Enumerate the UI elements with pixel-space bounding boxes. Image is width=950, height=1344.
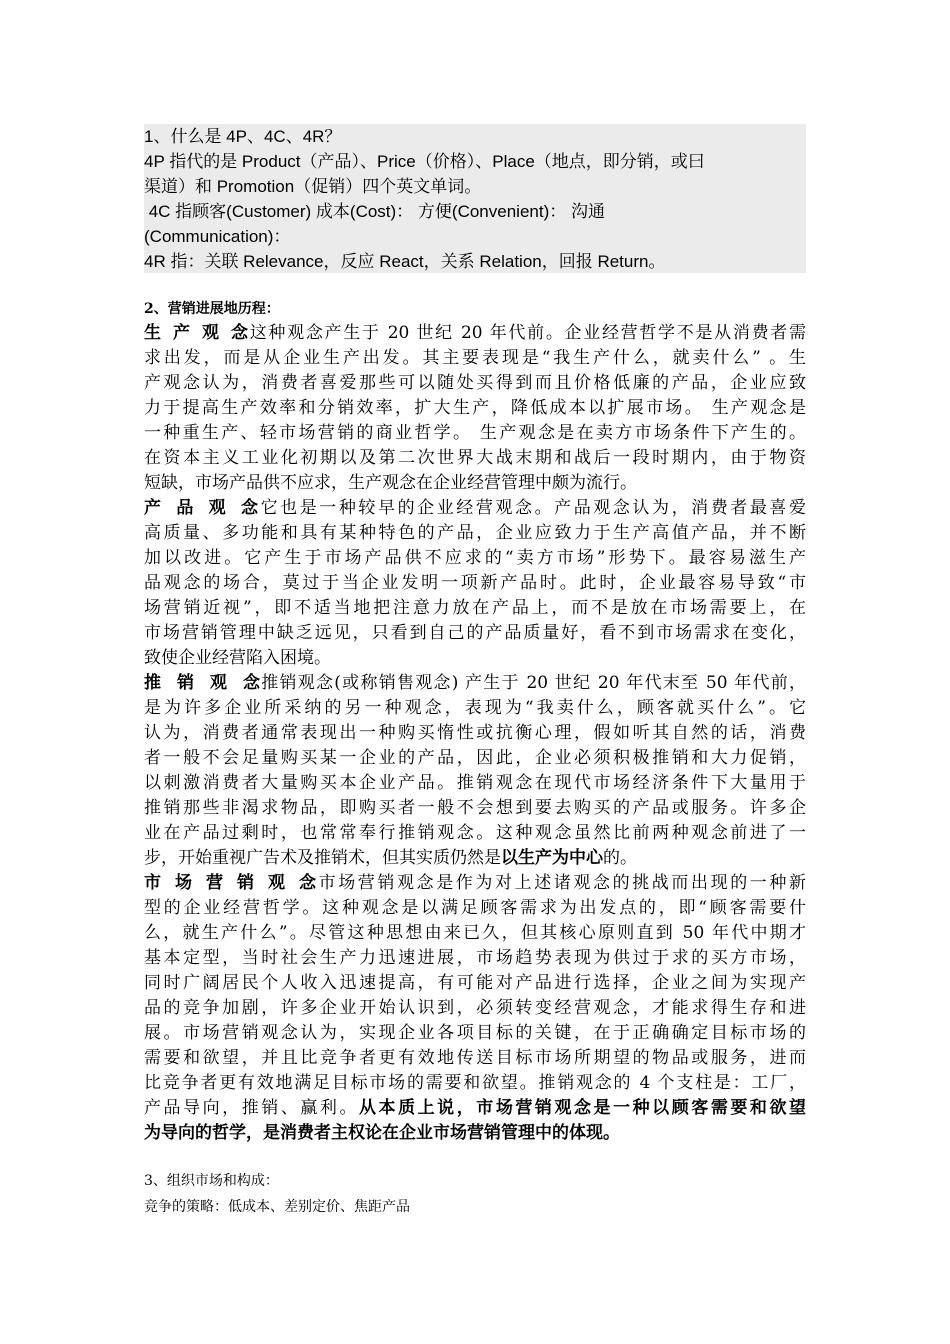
paragraph-line: 力于提高生产效率和分销效率，扩大生产，降低成本以扩展市场。 生产观念是 bbox=[144, 398, 806, 418]
paragraph-line: 推销观念推销观念(或称销售观念) 产生于 20 世纪 20 年代末至 50 年代前， bbox=[144, 671, 806, 696]
paragraph-line: 市场营销管理中缺乏远见，只看到自己的产品质量好，看不到市场需求在变化， bbox=[144, 623, 806, 643]
paragraph-line: 市场营销观念市场营销观念是作为对上述诸观念的挑战而出现的一种新 bbox=[144, 871, 806, 896]
paragraph-line: 品观念的场合，莫过于当企业发明一项新产品时。此时，企业最容易导致“市 bbox=[144, 573, 806, 593]
term-marketing-concept: 市场营销观念 bbox=[144, 873, 316, 893]
q1-question: 1、什么是 4P、4C、4R？ bbox=[144, 127, 342, 146]
paragraph-line: 业在产品过剩时，也常常奉行推销观念。这种观念虽然比前两种观念前进了一 bbox=[144, 823, 806, 843]
paragraph-line: 产品导向，推销、赢利。从本质上说，市场营销观念是一种以顾客需要和欲望 bbox=[144, 1098, 806, 1118]
paragraph-line: 一种重生产、轻市场营销的商业哲学。 生产观念是在卖方市场条件下产生的。 bbox=[144, 423, 806, 443]
paragraph-line: 品的竞争加剧，许多企业开始认识到，必须转变经营观念，才能求得生存和进 bbox=[144, 998, 806, 1018]
paragraph-line: 是为许多企业所采纳的另一种观念，表现为“我卖什么，顾客就买什么”。它 bbox=[144, 698, 806, 718]
paragraph-line: 比竞争者更有效地满足目标市场的需要和欲望。推销观念的 4 个支柱是：工厂， bbox=[144, 1073, 806, 1093]
term-product-concept: 产品观念 bbox=[144, 498, 258, 518]
paragraph-line: 产品观念它也是一种较早的企业经营观念。产品观念认为，消费者最喜爱 bbox=[144, 496, 806, 521]
paragraph-line: 以刺激消费者大量购买本企业产品。推销观念在现代市场经济条件下大量用于 bbox=[144, 773, 806, 793]
paragraph-line: 型的企业经营哲学。这种观念是以满足顾客需求为出发点的，即“顾客需要什 bbox=[144, 898, 806, 918]
paragraph-line: 产观念认为，消费者喜爱那些可以随处买得到而且价格低廉的产品，企业应致 bbox=[144, 373, 806, 393]
section-3-title: 3、组织市场和构成： bbox=[144, 1173, 279, 1189]
emphasis-production-centered: 以生产为中心 bbox=[501, 848, 603, 868]
paragraph-line: 需要和欲望，并且比竞争者更有效地传送目标市场所期望的物品或服务，进而 bbox=[144, 1048, 806, 1068]
paragraph-line: 者一般不会足量购买某一企业的产品，因此，企业必须积极推销和大力促销， bbox=[144, 748, 806, 768]
q1-4c-line-2: (Communication)： bbox=[144, 227, 291, 246]
q1-4p-line-1: 4P 指代的是 Product（产品）、Price（价格）、Place（地点，即分销，或曰 bbox=[144, 152, 705, 171]
section-2-title: 2、营销进展地历程： bbox=[144, 301, 280, 317]
emphasis-conclusion-part2: 为导向的哲学，是消费者主权论在企业市场营销管理中的体现。 bbox=[144, 1123, 620, 1143]
q1-4c-line-1: 4C 指顾客(Customer) 成本(Cost)： 方便(Convenient)： 沟通 bbox=[144, 202, 605, 221]
paragraph-line: 基本定型，当时社会生产力迅速进展，市场趋势表现为供过于求的买方市场， bbox=[144, 948, 806, 968]
paragraph-line: 场营销近视”，即不适当地把注意力放在产品上，而不是放在市场需要上，在 bbox=[144, 598, 806, 618]
paragraph-line: 推销那些非渴求物品，即购买者一般不会想到要去购买的产品或服务。许多企 bbox=[144, 798, 806, 818]
term-selling-concept: 推销观念 bbox=[144, 673, 260, 693]
emphasis-conclusion-part1: 从本质上说，市场营销观念是一种以顾客需要和欲望 bbox=[359, 1098, 806, 1118]
paragraph-line: 步，开始重视广告术及推销术，但其实质仍然是以生产为中心的。 bbox=[144, 848, 637, 868]
paragraph-line: 认为，消费者通常表现出一种购买惰性或抗衡心理，假如听其自然的话，消费 bbox=[144, 723, 806, 743]
paragraph-line: 生产观念这种观念产生于 20 世纪 20 年代前。企业经营哲学不是从消费者需 bbox=[144, 321, 806, 346]
paragraph-line: 致使企业经营陷入困境。 bbox=[144, 648, 331, 668]
paragraph-line: 短缺，市场产品供不应求，生产观念在企业经营管理中颇为流行。 bbox=[144, 473, 637, 493]
paragraph-line: 展。市场营销观念认为，实现企业各项目标的关键，在于正确确定目标市场的 bbox=[144, 1023, 806, 1043]
paragraph-line: 加以改进。它产生于市场产品供不应求的“卖方市场”形势下。最容易滋生产 bbox=[144, 548, 806, 568]
paragraph-line: 高质量、多功能和具有某种特色的产品，企业应致力于生产高值产品，并不断 bbox=[144, 523, 806, 543]
paragraph-line: 在资本主义工业化初期以及第二次世界大战末期和战后一段时期内，由于物资 bbox=[144, 448, 806, 468]
paragraph-line: 么，就生产什么”。尽管这种思想由来已久，但其核心原则直到 50 年代中期才 bbox=[144, 923, 806, 943]
competition-strategy-line: 竞争的策略：低成本、差别定价、焦距产品 bbox=[144, 1199, 410, 1215]
q1-4r-line: 4R 指：关联 Relevance，反应 React，关系 Relation，回报 Return。 bbox=[144, 252, 666, 271]
q1-4p-line-2: 渠道）和 Promotion（促销）四个英文单词。 bbox=[144, 177, 482, 196]
term-production-concept: 生产观念 bbox=[144, 323, 248, 343]
paragraph-line: 同时广阔居民个人收入迅速提高，有可能对产品进行选择，企业之间为实现产 bbox=[144, 973, 806, 993]
paragraph-line: 求出发，而是从企业生产出发。其主要表现是“我生产什么，就卖什么” 。生 bbox=[144, 348, 806, 368]
